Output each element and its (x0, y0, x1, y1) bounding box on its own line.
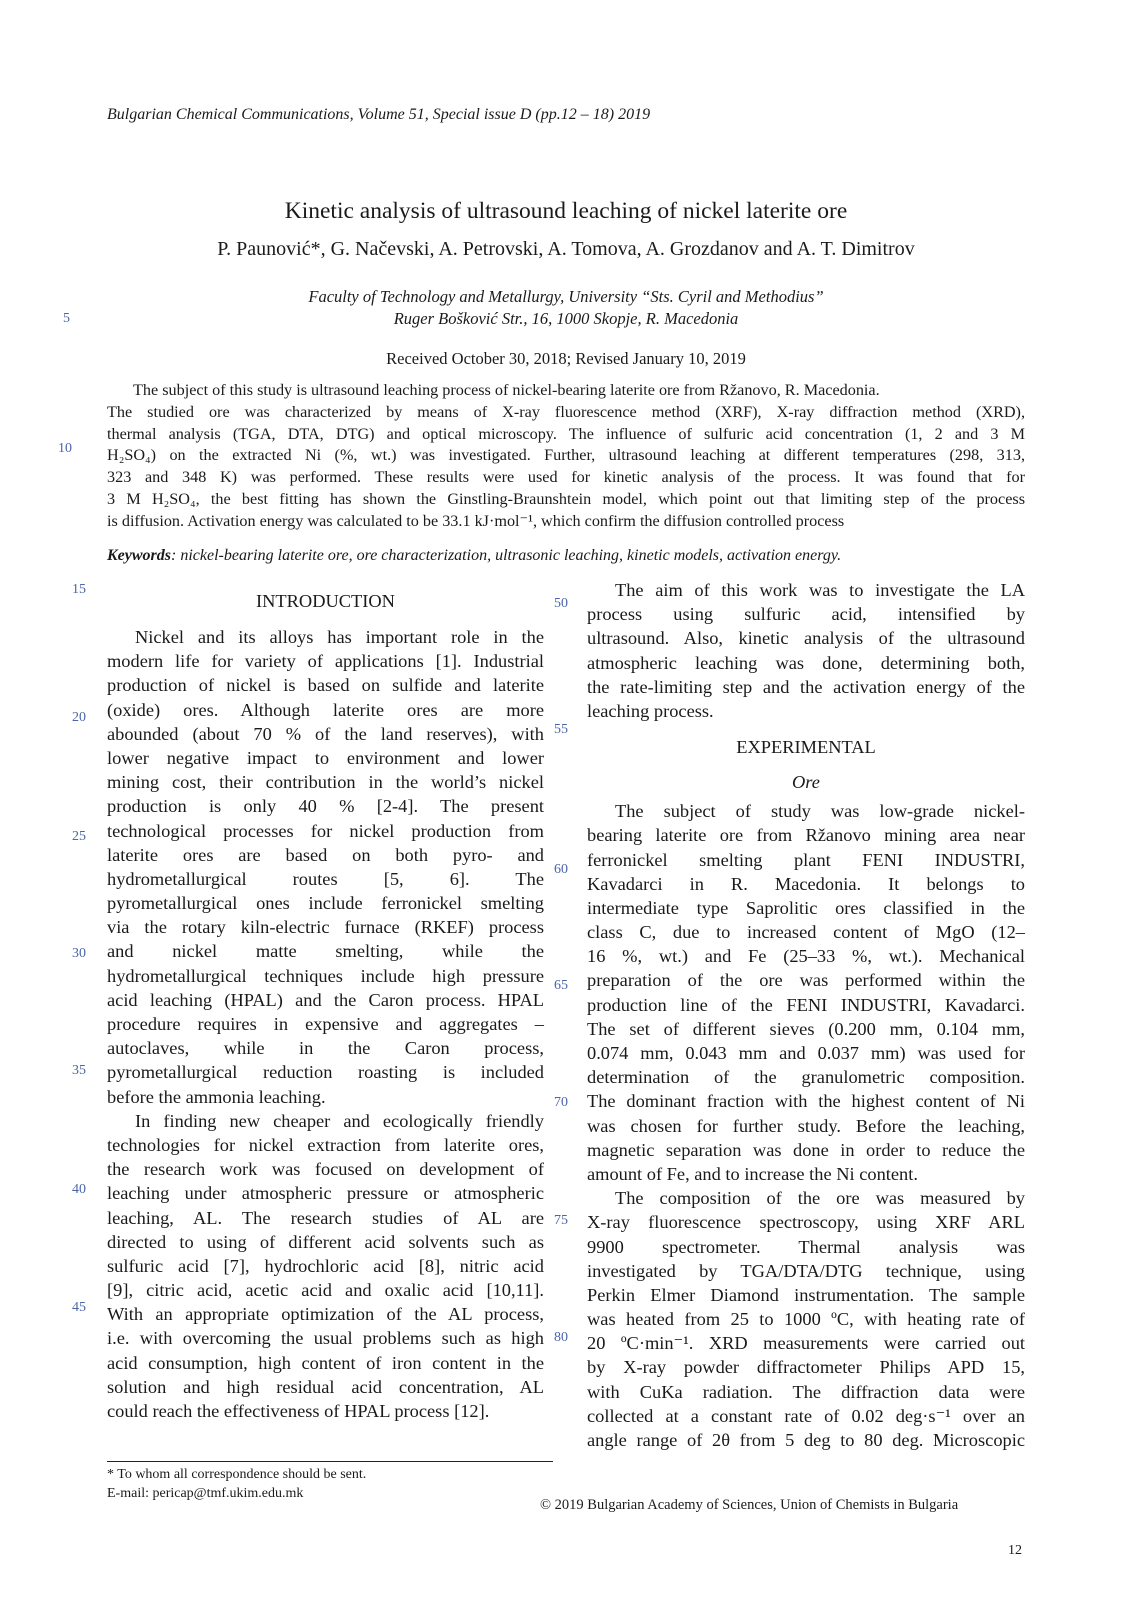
body-line: process using sulfuric acid, intensified by (587, 604, 1025, 625)
body-line: The dominant fraction with the highest content of Ni (587, 1091, 1025, 1112)
line-number: 15 (72, 582, 86, 597)
body-line: ultrasound. Also, kinetic analysis of the ultrasound (587, 628, 1025, 649)
line-number: 55 (554, 722, 568, 737)
line-number: 70 (554, 1095, 568, 1110)
body-line: With an appropriate optimization of the AL process, (107, 1304, 544, 1325)
body-line: 0.074 mm, 0.043 mm and 0.037 mm) was used for (587, 1043, 1025, 1063)
body-line: with CuKa radiation. The diffraction data were (587, 1381, 1025, 1402)
line-number: 35 (72, 1063, 86, 1078)
body-line: production is only 40 % [2-4]. The present (107, 796, 544, 817)
body-line: collected at a constant rate of 0.02 deg·s⁻¹ over an (587, 1405, 1025, 1426)
body-line: acid leaching (HPAL) and the Caron process. HPAL (107, 989, 544, 1010)
body-line: abounded (about 70 % of the land reserves), with (107, 723, 544, 744)
abstract-line: 323 and 348 K) was performed. These results were used for kinetic analysis of the process. It was found that for (107, 468, 1025, 487)
body-line: Perkin Elmer Diamond instrumentation. The sample (587, 1284, 1025, 1305)
right-column (587, 578, 1025, 1452)
body-line: hydrometallurgical routes [5, 6]. The (107, 868, 544, 889)
body-line: was heated from 25 to 1000 ºC, with heating rate of (587, 1309, 1025, 1330)
body-line: magnetic separation was done in order to reduce the (587, 1139, 1025, 1160)
line-number: 75 (554, 1213, 568, 1228)
body-line: Nickel and its alloys has important role in the (135, 627, 544, 647)
body-line: pyrometallurgical ones include ferronickel smelting (107, 893, 544, 914)
body-line: directed to using of different acid solvents such as (107, 1231, 544, 1252)
section-heading-introduction: INTRODUCTION (256, 591, 395, 611)
body-line: The set of different sieves (0.200 mm, 0.104 mm, (587, 1018, 1025, 1039)
body-line: the rate-limiting step and the activation energy of the (587, 676, 1025, 697)
body-line: mining cost, their contribution in the world’s nickel (107, 772, 544, 793)
paper-title: Kinetic analysis of ultrasound leaching of nickel laterite ore (284, 198, 848, 224)
body-line: i.e. with overcoming the usual problems such as high (107, 1328, 544, 1349)
body-line: investigated by TGA/DTA/DTG technique, using (587, 1260, 1025, 1281)
body-line: atmospheric leaching was done, determining both, (587, 652, 1025, 673)
abstract-line: thermal analysis (TGA, DTA, DTG) and optical microscopy. The influence of sulfuric acid concentration (1, 2 and 3 M (107, 424, 1025, 443)
body-line: intermediate type Saprolitic ores classified in the (587, 897, 1025, 918)
body-line: pyrometallurgical reduction roasting is included (107, 1062, 544, 1083)
line-number: 45 (72, 1300, 86, 1315)
affiliation-line-1: Faculty of Technology and Metallurgy, University “Sts. Cyril and Methodius” (308, 287, 824, 306)
footnote-email: E-mail: pericap@tmf.ukim.edu.mk (107, 1486, 304, 1501)
body-line: bearing laterite ore from Ržanovo mining area near (587, 825, 1025, 846)
line-number: 60 (554, 862, 568, 877)
body-line: The aim of this work was to investigate the LA (615, 580, 1025, 600)
body-line: laterite ores are based on both pyro- and (107, 844, 544, 865)
left-column (107, 589, 544, 1423)
body-line: modern life for variety of applications [1]. Industrial (107, 651, 544, 672)
author-list: P. Paunović*, G. Načevski, A. Petrovski, A. Tomova, A. Grozdanov and A. T. Dimitrov (217, 238, 915, 260)
body-line: 16 %, wt.) and Fe (25–33 %, wt.). Mechanical (587, 946, 1025, 967)
abstract-line: The subject of this study is ultrasound leaching process of nickel-bearing laterite ore from Ržanovo, R. Macedonia. (133, 381, 880, 399)
journal-header: Bulgarian Chemical Communications, Volume 51, Special issue D (pp.12 – 18) 2019 (107, 106, 651, 123)
body-line: class C, due to increased content of MgO (12– (587, 922, 1025, 943)
received-date: Received October 30, 2018; Revised January 10, 2019 (386, 349, 746, 368)
footnote-correspondence: * To whom all correspondence should be sent. (107, 1467, 367, 1482)
body-line: lower negative impact to environment and lower (107, 747, 544, 768)
section-heading-experimental: EXPERIMENTAL (736, 737, 876, 758)
body-line: acid consumption, high content of iron content in the (107, 1352, 544, 1373)
line-number: 20 (72, 710, 86, 725)
line-number: 25 (72, 829, 86, 844)
body-line: X-ray fluorescence spectroscopy, using XRF ARL (587, 1212, 1025, 1233)
body-line: could reach the effectiveness of HPAL process [12]. (107, 1401, 490, 1421)
body-line: sulfuric acid [7], hydrochloric acid [8], nitric acid (107, 1255, 544, 1276)
body-line: via the rotary kiln-electric furnace (RKEF) process (107, 917, 544, 938)
body-line: solution and high residual acid concentration, AL (107, 1376, 544, 1397)
body-line: The subject of study was low-grade nickel- (615, 801, 1025, 822)
line-number: 40 (72, 1182, 86, 1197)
body-line: leaching process. (587, 700, 714, 721)
body-line: (oxide) ores. Although laterite ores are more (107, 699, 544, 720)
keywords (107, 547, 841, 565)
line-number: 10 (58, 441, 72, 456)
body-line: production line of the FENI INDUSTRI, Kavadarci. (587, 994, 1025, 1015)
keywords-text: : nickel-bearing laterite ore, ore characterization, ultrasonic leaching, kinetic models, activation energy. (171, 547, 842, 564)
subsection-heading-ore: Ore (792, 772, 820, 793)
body-line: hydrometallurgical techniques include high pressure (107, 965, 544, 986)
body-line: the research work was focused on development of (107, 1159, 544, 1180)
body-line: ferronickel smelting plant FENI INDUSTRI, (587, 849, 1025, 870)
body-line: In finding new cheaper and ecologically friendly (135, 1110, 544, 1131)
body-line: technological processes for nickel production from (107, 820, 544, 841)
body-line: leaching under atmospheric pressure or atmospheric (107, 1183, 544, 1204)
line-number: 65 (554, 978, 568, 993)
body-line: procedure requires in expensive and aggregates – (107, 1014, 544, 1034)
line-number: 50 (554, 596, 568, 611)
body-line: before the ammonia leaching. (107, 1086, 326, 1107)
keywords-label: Keywords (107, 547, 171, 564)
body-line: 20 ºC·min⁻¹. XRD measurements were carried out (587, 1333, 1025, 1354)
body-line: angle range of 2θ from 5 deg to 80 deg. Microscopic (587, 1430, 1025, 1450)
affiliation-line-2: Ruger Bošković Str., 16, 1000 Skopje, R. Macedonia (393, 309, 739, 328)
body-line: The composition of the ore was measured by (615, 1188, 1025, 1209)
body-line: determination of the granulometric composition. (587, 1067, 1025, 1088)
line-number: 30 (72, 946, 86, 961)
body-line: was chosen for further study. Before the leaching, (587, 1115, 1025, 1136)
footnote-rule (107, 1461, 553, 1462)
body-line: and nickel matte smelting, while the (107, 941, 544, 962)
body-line: technologies for nickel extraction from laterite ores, (107, 1134, 544, 1155)
page-number: 12 (1008, 1543, 1022, 1558)
body-line: Kavadarci in R. Macedonia. It belongs to (587, 873, 1025, 894)
body-line: leaching, AL. The research studies of AL are (107, 1207, 544, 1228)
abstract-line: 3 M H₂SO₄, the best fitting has shown the Ginstling-Braunshtein model, which point out that limiting step of the process (107, 489, 1025, 508)
abstract-line: H₂SO₄) on the extracted Ni (%, wt.) was investigated. Further, ultrasound leaching at different temperatures (298, 313, (107, 446, 1025, 465)
abstract-line: is diffusion. Activation energy was calculated to be 33.1 kJ·mol⁻¹, which confirm the diffusion controlled process (107, 511, 845, 530)
body-line: amount of Fe, and to increase the Ni content. (587, 1163, 918, 1184)
line-number: 80 (554, 1330, 568, 1345)
body-line: production of nickel is based on sulfide and laterite (107, 675, 544, 696)
body-line: autoclaves, while in the Caron process, (107, 1038, 544, 1059)
abstract-line: The studied ore was characterized by means of X-ray fluorescence method (XRF), X-ray diffraction method (XRD), (107, 402, 1025, 421)
body-line: preparation of the ore was performed within the (587, 970, 1025, 991)
body-line: by X-ray powder diffractometer Philips APD 15, (587, 1357, 1025, 1378)
abstract (107, 380, 1025, 533)
copyright-notice: © 2019 Bulgarian Academy of Sciences, Union of Chemists in Bulgaria (540, 1497, 959, 1513)
line-number: 5 (63, 311, 70, 326)
body-line: [9], citric acid, acetic acid and oxalic acid [10,11]. (107, 1280, 544, 1301)
body-line: 9900 spectrometer. Thermal analysis was (587, 1236, 1025, 1257)
